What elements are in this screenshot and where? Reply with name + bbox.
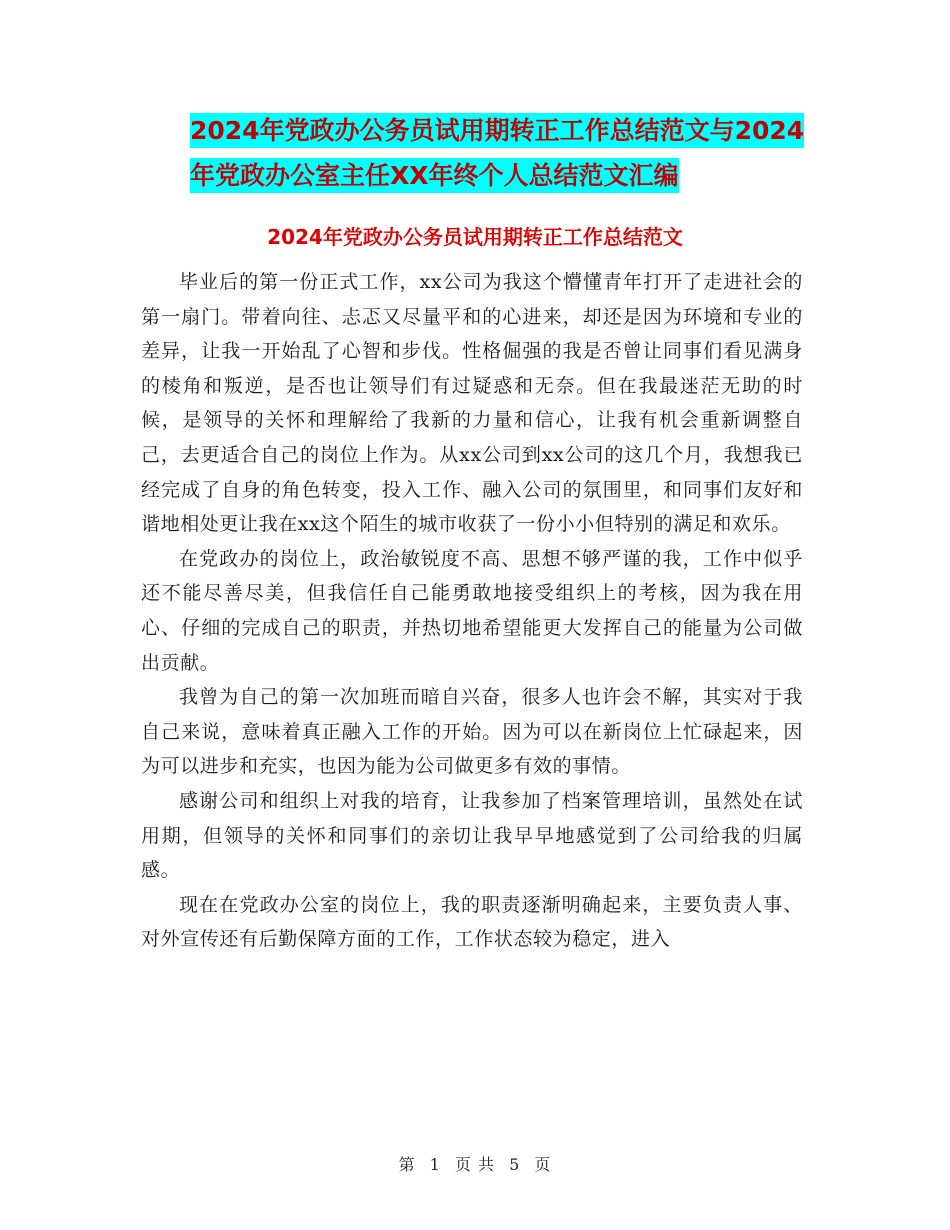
total-pages-number: 5: [509, 1155, 521, 1174]
document-title-line-2: [140, 153, 820, 198]
paragraph: 现在在党政办公室的岗位上，我的职责逐渐明确起来，主要负责人事、对外宣传还有后勤保障方面的工作，工作状态较为稳定，进入: [141, 893, 803, 951]
document-body: [141, 265, 803, 957]
paragraph: 感谢公司和组织上对我的培育，让我参加了档案管理培训，虽然处在试用期，但领导的关怀和同事们的亲切让我早早地感觉到了公司给我的归属感。: [141, 789, 803, 882]
document-title: [140, 108, 820, 198]
footer-suffix: 页: [534, 1155, 552, 1174]
footer-prefix: 第: [398, 1155, 416, 1174]
paragraph: 我曾为自己的第一次加班而暗自兴奋，很多人也许会不解，其实对于我自己来说，意味着真正融入工作的开始。因为可以在新岗位上忙碌起来，因为可以进步和充实，也因为能为公司做更多有效的事情。: [141, 686, 803, 778]
section-title: 2024年党政办公务员试用期转正工作总结范文: [267, 225, 683, 249]
current-page-number: 1: [429, 1155, 441, 1174]
footer-middle: 页 共: [454, 1155, 496, 1174]
page-footer: [0, 1153, 950, 1177]
paragraph: 在党政办的岗位上，政治敏锐度不高、思想不够严谨的我，工作中似乎还不能尽善尽美，但我信任自己能勇敢地接受组织上的考核，因为我在用心、仔细的完成自己的职责，并热切地希望能更大发挥自己的能量为公司做出贡献。: [141, 547, 803, 674]
title-highlight: 2024年党政办公务员试用期转正工作总结范文与2024: [190, 113, 804, 148]
paragraph: 毕业后的第一份正式工作，xx公司为我这个懵懂青年打开了走进社会的第一扇门。带着向往、忐忑又尽量平和的心进来，却还是因为环境和专业的差异，让我一开始乱了心智和步伐。性格倔强的我是否曾让同事们看见满身的棱角和叛逆，是否也让领导们有过疑惑和无奈。但在我最迷茫无助的时候，是领导的关怀和理解给了我新的力量和信心，让我有机会重新调整自己，去更适合自己的岗位上作为。从xx公司到xx公司的这几个月，我想我已经完成了自身的角色转变，投入工作、融入公司的氛围里，和同事们友好和谐地相处更让我在xx这个陌生的城市收获了一份小小但特别的满足和欢乐。: [141, 271, 803, 536]
document-title-line-1: [140, 108, 820, 153]
title-highlight: 年党政办公室主任XX年终个人总结范文汇编: [190, 158, 679, 193]
